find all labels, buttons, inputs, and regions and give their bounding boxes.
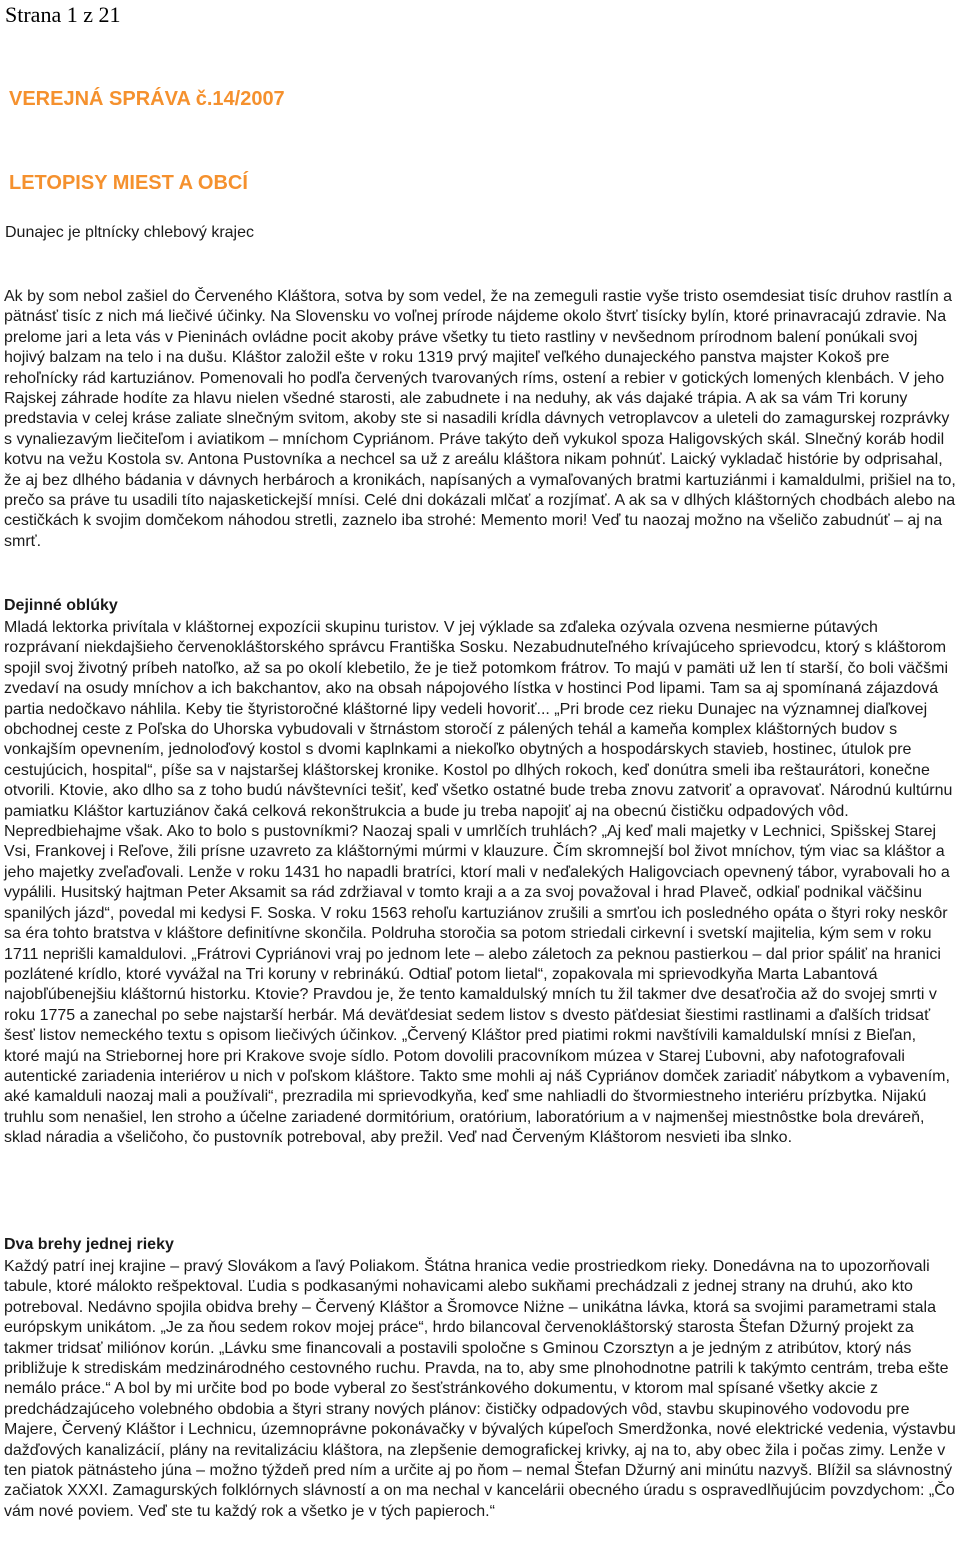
section-title: LETOPISY MIEST A OBCÍ	[9, 172, 248, 194]
section-paragraph-dva-brehy: Každý patrí inej krajine – pravý Slovákom a ľavý Poliakom. Štátna hranica vedie prostriedkom rieky. Donedávna na to upozorňovali tabule, ktoré málokto rešpektoval. Ľudia s podkasanými nohavicami alebo sukňami prechádzali z jednej strany na druhú, ako kto potreboval. Nedávno spojila obidva brehy – Červený Kláštor a Šromovce Niżne – unikátna lávka, ktorá sa svojimi parametrami stala európskym unikátom. „Je za ňou sedem rokov mojej práce“, hrdo bilancoval červenokláštorský starosta Štefan Džurný projekt za takmer tridsať miliónov korún. „Lávku sme financovali a postavili spoločne s Gminou Czorsztyn a je jedným z atribútov, ktorý nás približuje k strediskám medzinárodného cestovného ruchu. Pravda, na to, aby sme plnohodnotne patrili k takýmto centrám, treba ešte nemálo práce.“ A bol by mi určite bod po bode vyberal zo šesťstránkového dokumentu, v ktorom mal spísané všetky akcie z predchádzajúceho volebného obdobia a štyri strany nových plánov: čističky odpadových vôd, stavbu skupinového vodovodu pre Majere, Červený Kláštor i Lechnicu, územnoprávne pokonávačky v bývalých kúpeľoch Smerdžonka, nové elektrické vedenia, výstavbu dažďových kanalizácií, plány na revitalizáciu kláštora, na zlepšenie demografickej krivky, aj na to, aby obec žila i počas zimy. Lenže v ten piatok pätnásteho júna – možno týždeň pred ním a určite aj po ňom – nemal Štefan Džurný ani minútu nazvyš. Blížil sa slávnostný začiatok XXXI. Zamagurských folklórnych slávností a on ma nechal v kancelárii obecného úradu s ospravedlňujúcim povzdychom: „Čo vám nové poviem. Veď ste tu každý rok a všetko je v tých papieroch.“	[4, 1258, 956, 1520]
report-title: VEREJNÁ SPRÁVA č.14/2007	[9, 88, 285, 110]
page-number: Strana 1 z 21	[5, 2, 121, 27]
section-paragraph-dejinne-obluky: Mladá lektorka privítala v kláštornej expozícii skupinu turistov. V jej výklade sa zďaleka ozývala ozvena nesmierne pútavých rozprávaní niekdajšieho červenokláštorského správcu Františka Sosku. Nezabudnuteľného krívajúceho sprievodcu, ktorý s kláštorom spojil svoj životný príbeh natoľko, až sa po okolí klebetilo, že je tiež potomkom frátrov. To majú v pamäti už len tí starší, čo boli väčšmi zvedaví na osudy mníchov a ich bakchantov, ako na obsah nápojového lístka v hostinci Pod lipami. Tam sa aj spomínaná zájazdová partia nedočkavo náhlila. Keby tie štyristoročné kláštorné lipy vedeli hovoriť... „Pri brode cez rieku Dunajec na významnej diaľkovej obchodnej ceste z Poľska do Uhorska vybudovali v štrnástom storočí z pálených tehál a kameňa komplex kláštorných budov s vonkajším opevnením, jednoloďový kostol s dvomi kaplnkami a niekoľko obytných a hospodárskych stavieb, hostinec, útulok pre cestujúcich, hospital“, píše sa v najstaršej kláštorskej kronike. Kostol po dlhých rokoch, keď donútra smeli iba reštaurátori, konečne otvorili. Ktovie, ako dlho sa z toho budú návštevníci tešiť, keď všetko ostatné bude treba znovu zatvoriť a opravovať. Národnú kultúrnu pamiatku Kláštor kartuziánov čaká celková rekonštrukcia a bude ju treba napojiť aj na obecnú čističku odpadových vôd. Nepredbiehajme však. Ako to bolo s pustovníkmi? Naozaj spali v umrlčích truhlách? „Aj keď mali majetky v Lechnici, Spišskej Starej Vsi, Frankovej i Reľove, žili prísne uzavreto za kláštornými múrmi v klauzure. Čím skromnejší bol život mníchov, tým viac sa kláštor a jeho majetky zveľaďovali. Lenže v roku 1431 ho napadli bratríci, ktorí mali v neďalekých Haligovciach opevnený tábor, vyrabovali ho a vypálili. Husitský hajtman Peter Aksamit sa rád zdržiaval v tomto kraji a a za svoj považoval i hrad Plaveč, odkiaľ podnikal väčšinu spanilých jázd“, povedal mi kedysi F. Soska. V roku 1563 rehoľu kartuziánov zrušili a smrťou ich posledného opáta o štyri roky neskôr sa éra tohto bratstva v kláštore definitívne skončila. Poldruha storočia sa potom striedali cirkevní i svetskí majitelia, kým sem v roku 1711 neprišli kamaldulovi. „Frátrovi Cypriánovi vraj po jednom lete – alebo záletoch za peknou pastierkou – dal prior spáliť na hranici pozlátené krídlo, ktoré vyvážal na Tri koruny v rebrinákú. Odtiaľ potom lietal“, zopakovala mi sprievodkyňa Marta Labantová najobľúbenejšiu kláštornú historku. Ktovie? Pravdou je, že tento kamaldulský mních tu žil takmer dve desaťročia až do svojej smrti v roku 1775 a zanechal po sebe najstarší herbár. Má deväťdesiat sedem listov s dvesto päťdesiat šiestimi rastlinami a ďalších tridsať šesť listov nemeckého textu s opisom liečivých účinkov. „Červený Kláštor pred piatimi rokmi navštívili kamaldulskí mnísi z Bieľan, ktoré majú na Striebornej hore pri Krakove svoje sídlo. Potom dovolili pracovníkom múzea v Starej Ľubovni, aby nafotografovali autentické zariadenia interiérov u nich v poľskom kláštore. Takto sme mohli aj náš Cypriánov domček zariadiť nábytkom a vybavením, aké kamalduli naozaj mali a používali“, prezradila mi sprievodkyňa, keď sme nahliadli do štvormiestneho interiéru prízbytka. Nijakú truhlu som nenašiel, len stroho a účelne zariadené dormitórium, oratórium, laboratórium a v najmenšej miestnôstke bola dreváreň, sklad náradia a všeličoho, čo pustovník potreboval, aby prežil. Veď nad Červeným Kláštorom nesvieti iba slnko.	[4, 619, 953, 1147]
section-heading-dejinne-obluky: Dejinné oblúky	[4, 597, 118, 614]
article-subtitle: Dunajec je pltnícky chlebový krajec	[5, 224, 255, 241]
section-heading-dva-brehy: Dva brehy jednej rieky	[4, 1236, 174, 1253]
intro-paragraph: Ak by som nebol zašiel do Červeného Kláštora, sotva by som vedel, že na zemeguli rastie vyše tristo osemdesiat tisíc druhov rastlín a pätnásť tisíc z nich má liečivé účinky. Na Slovensku vo voľnej prírode nájdeme okolo štvrť tisícky bylín, ktoré prinavracajú zdravie. Na prelome jari a leta vás v Pieninách ovládne pocit akoby práve všetky tu tieto rastliny v nevšednom prírodnom balení ponúkali svoj hojivý balzam na telo i na dušu. Kláštor založil ešte v roku 1319 prvý majiteľ veľkého dunajeckého panstva majster Kokoš pre rehoľnícky rád kartuziánov. Pomenovali ho podľa červených tvarovaných ríms, ostení a rebier v gotických lomených klenbách. V jeho Rajskej záhrade hodíte za hlavu nielen všedné starosti, ale zabudnete i na neduhy, ak vás dajaké trápia. A ak sa vám Tri koruny predstavia v celej kráse zaliate slnečným svitom, akoby ste si nasadili krídla dávnych vetroplavcov a uleteli do zamagurskej rozprávky s vynaliezavým liečiteľom i aviatikom – mníchom Cypriánom. Práve takýto deň vykukol spoza Haligovských skál. Slnečný koráb hodil kotvu na vežu Kostola sv. Antona Pustovníka a nechcel sa už z areálu kláštora nikam pohnúť. Laický vykladač histórie by odprisahal, že aj bez dlhého bádania v dávnych herbároch a kronikách, napísaných a vymaľovaných bratmi kartuziánmi i kamaldulmi, prišiel na to, prečo sa práve tu usadili títo najasketickejší mnísi. Celé dni dokázali mlčať a rozjímať. A ak sa v dlhých kláštorných chodbách alebo na cestičkách k svojim domčekom náhodou stretli, zaznelo iba strohé: Memento mori! Veď tu naozaj možno na všeličo zabudnúť – aj na smrť.	[4, 288, 956, 550]
